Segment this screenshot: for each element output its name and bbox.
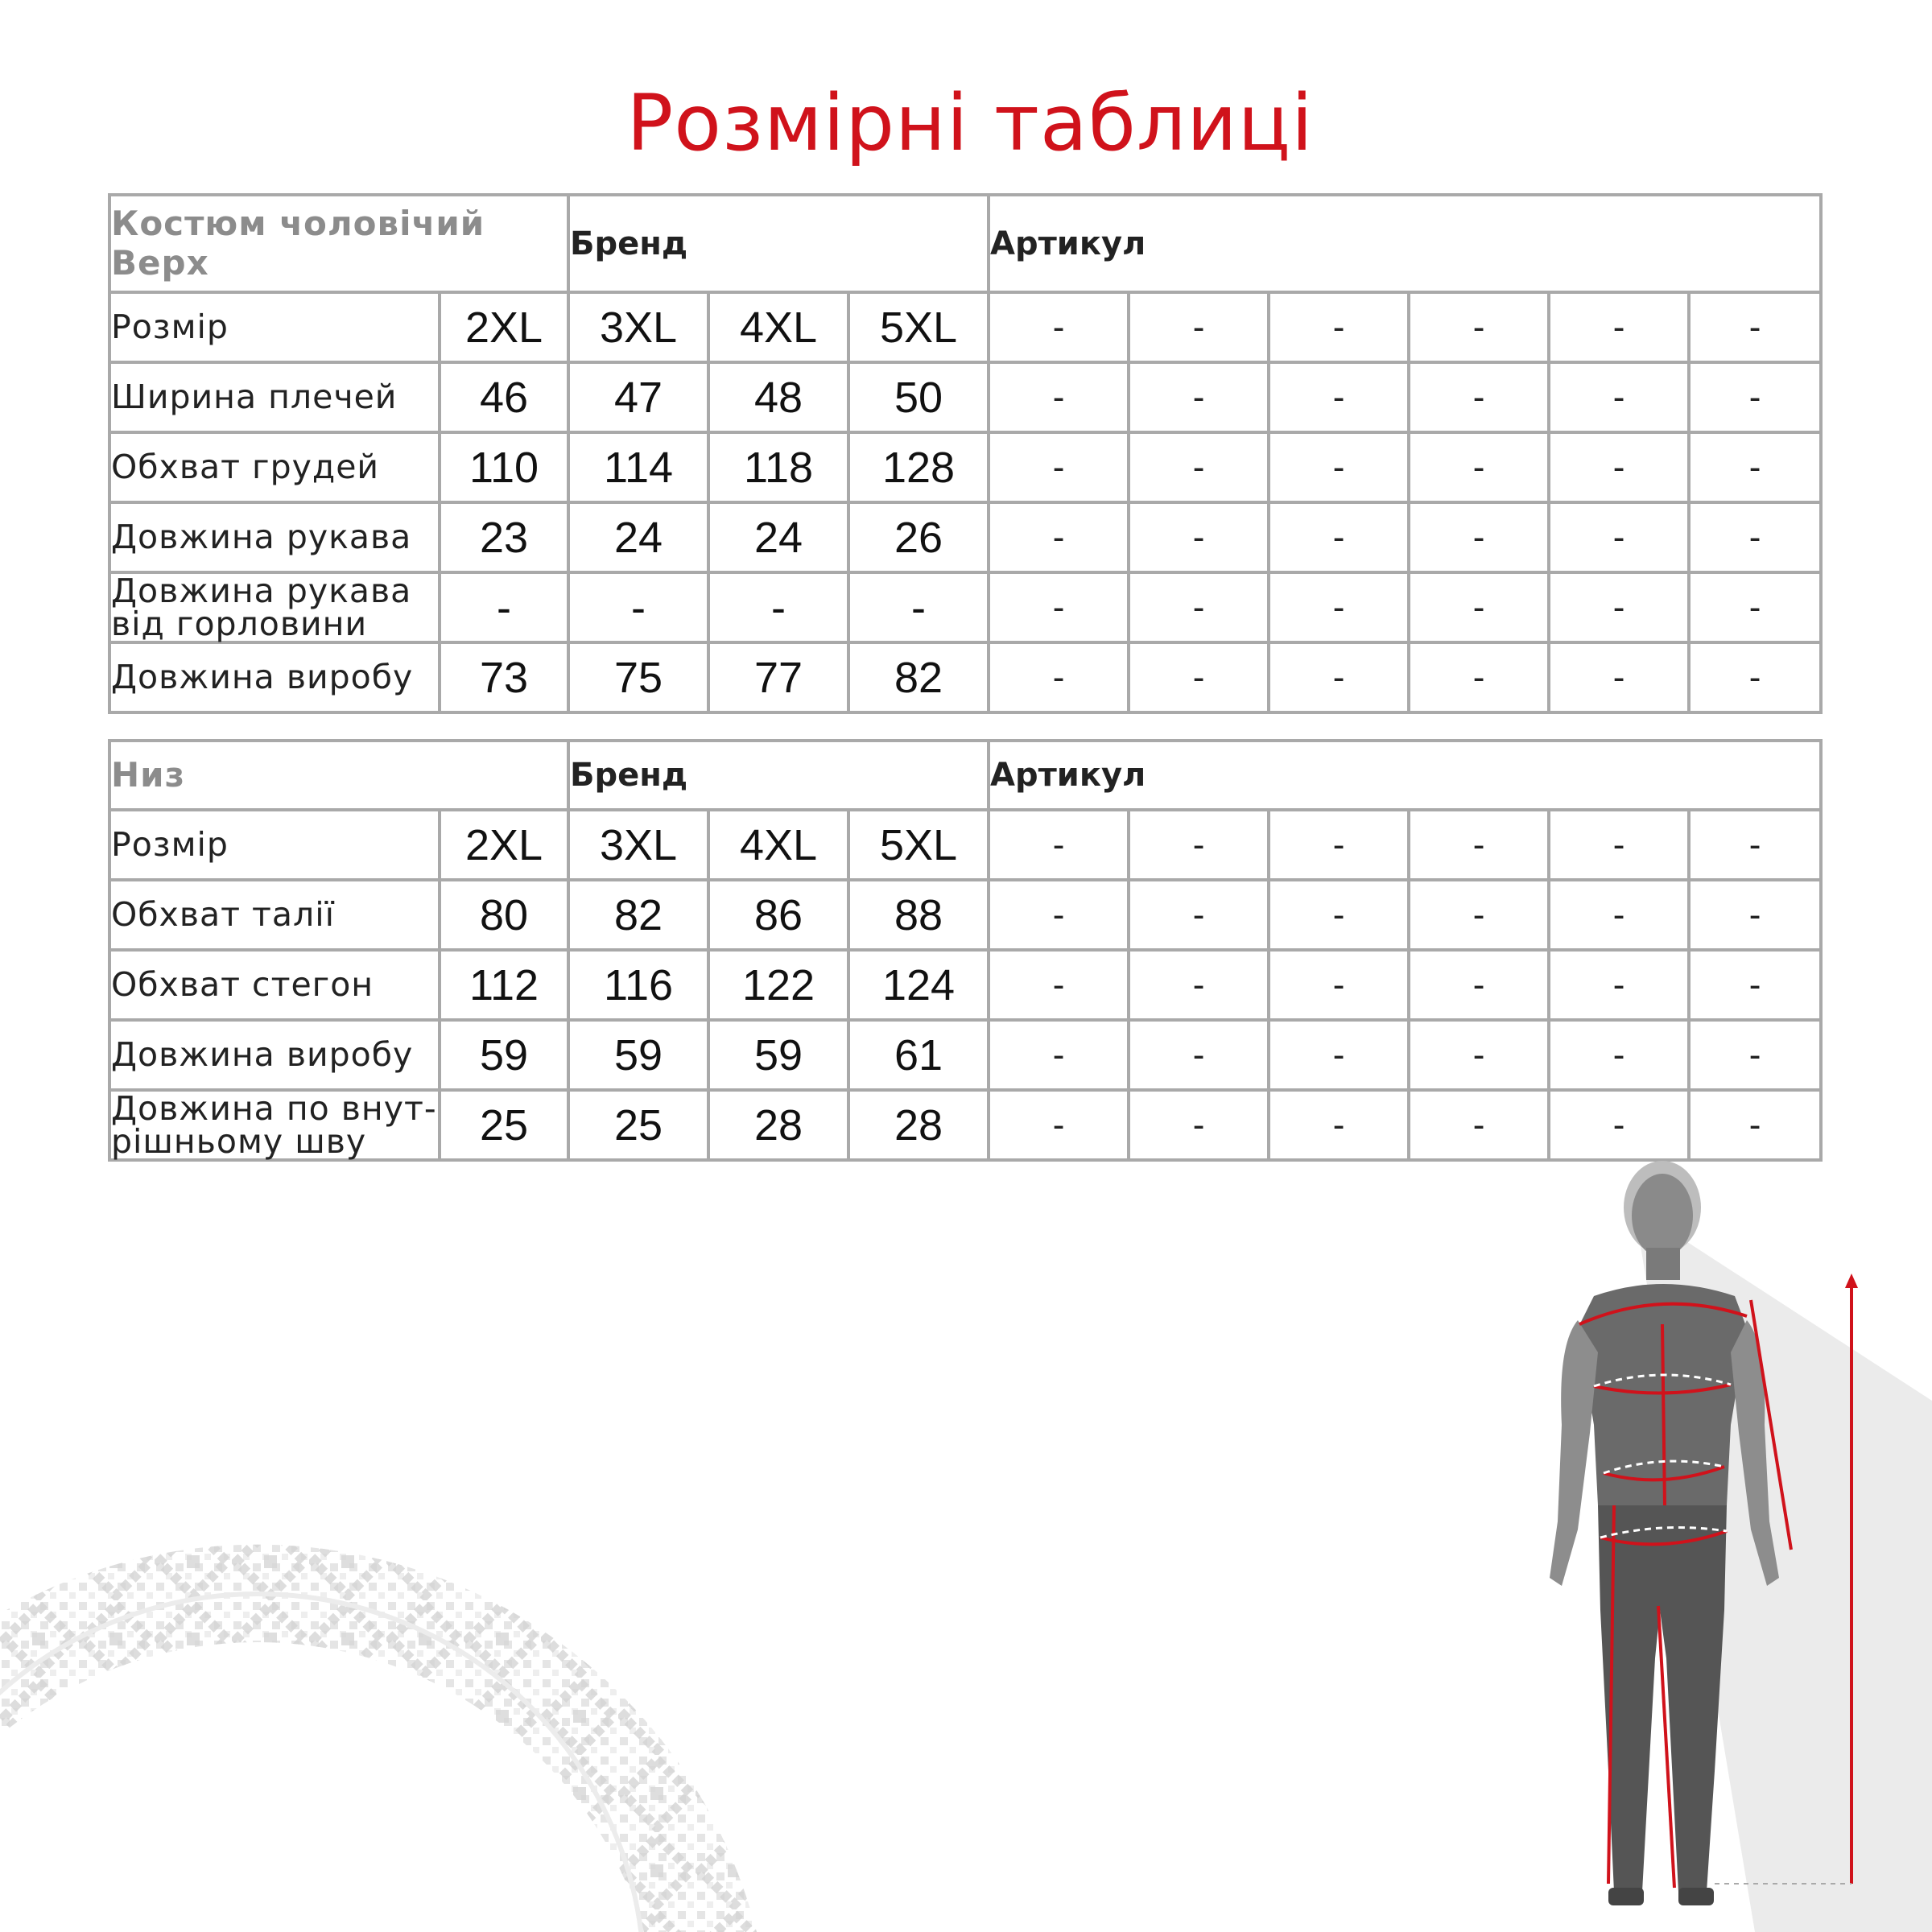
empty-cell: -	[1129, 950, 1269, 1020]
empty-cell: -	[1269, 292, 1409, 362]
size-value-cell: 59	[568, 1020, 708, 1090]
empty-cell: -	[1409, 1090, 1549, 1160]
empty-cell: -	[1549, 362, 1689, 432]
page-title: Розмірні таблиці	[626, 78, 1314, 168]
bottom-size-table	[108, 739, 1823, 1162]
size-value-cell: 122	[708, 950, 848, 1020]
empty-cell: -	[1409, 642, 1549, 712]
empty-cell: -	[1689, 642, 1821, 712]
empty-cell: -	[989, 950, 1129, 1020]
size-value-cell: 4XL	[708, 292, 848, 362]
table-header-row	[109, 195, 1821, 292]
size-value-cell: 75	[568, 642, 708, 712]
empty-cell: -	[1409, 810, 1549, 880]
empty-cell: -	[1689, 292, 1821, 362]
bottom-table-body	[109, 810, 1821, 1160]
empty-cell: -	[1689, 362, 1821, 432]
size-value-cell: 61	[848, 1020, 989, 1090]
size-value-cell: 116	[568, 950, 708, 1020]
empty-cell: -	[1549, 810, 1689, 880]
size-value-cell: 28	[708, 1090, 848, 1160]
size-value-cell: 25	[568, 1090, 708, 1160]
size-value-cell: 24	[568, 502, 708, 572]
empty-cell: -	[989, 432, 1129, 502]
row-label: Ширина плечей	[109, 362, 440, 432]
size-value-cell: 73	[440, 642, 568, 712]
empty-cell: -	[1269, 810, 1409, 880]
category-cell: Низ	[109, 741, 568, 810]
empty-cell: -	[1269, 950, 1409, 1020]
size-value-cell: 118	[708, 432, 848, 502]
size-value-cell: 88	[848, 880, 989, 950]
empty-cell: -	[989, 572, 1129, 642]
row-label: Обхват талії	[109, 880, 440, 950]
row-label: Довжина рукава	[109, 502, 440, 572]
size-value-cell: 112	[440, 950, 568, 1020]
size-value-cell: -	[568, 572, 708, 642]
row-label: Розмір	[109, 810, 440, 880]
row-label: Довжина виробу	[109, 1020, 440, 1090]
table-header-row	[109, 741, 1821, 810]
empty-cell: -	[1549, 1020, 1689, 1090]
table-row	[109, 432, 1821, 502]
size-value-cell: 77	[708, 642, 848, 712]
ornament-pattern-icon	[0, 1368, 805, 1932]
size-value-cell: 82	[568, 880, 708, 950]
empty-cell: -	[1269, 880, 1409, 950]
size-value-cell: 86	[708, 880, 848, 950]
empty-cell: -	[1689, 1090, 1821, 1160]
empty-cell: -	[1549, 292, 1689, 362]
size-value-cell: 128	[848, 432, 989, 502]
table-row	[109, 1090, 1821, 1160]
table-row	[109, 880, 1821, 950]
category-cell: Костюм чоловічий Верх	[109, 195, 568, 292]
empty-cell: -	[1689, 880, 1821, 950]
size-value-cell: 4XL	[708, 810, 848, 880]
empty-cell: -	[1549, 572, 1689, 642]
row-label: Обхват стегон	[109, 950, 440, 1020]
table-row	[109, 950, 1821, 1020]
size-value-cell: 47	[568, 362, 708, 432]
size-value-cell: -	[708, 572, 848, 642]
table-row	[109, 362, 1821, 432]
size-value-cell: 5XL	[848, 810, 989, 880]
table-row	[109, 810, 1821, 880]
row-label: Довжина рукава від горловини	[109, 572, 440, 642]
empty-cell: -	[989, 1090, 1129, 1160]
empty-cell: -	[989, 362, 1129, 432]
size-value-cell: 110	[440, 432, 568, 502]
empty-cell: -	[1409, 292, 1549, 362]
empty-cell: -	[1409, 502, 1549, 572]
empty-cell: -	[1129, 432, 1269, 502]
table-row	[109, 572, 1821, 642]
empty-cell: -	[989, 642, 1129, 712]
empty-cell: -	[1269, 502, 1409, 572]
empty-cell: -	[1409, 572, 1549, 642]
empty-cell: -	[1689, 502, 1821, 572]
empty-cell: -	[989, 810, 1129, 880]
empty-cell: -	[989, 1020, 1129, 1090]
empty-cell: -	[1689, 572, 1821, 642]
empty-cell: -	[1549, 502, 1689, 572]
empty-cell: -	[1409, 880, 1549, 950]
size-value-cell: -	[848, 572, 989, 642]
size-value-cell: 80	[440, 880, 568, 950]
size-value-cell: 3XL	[568, 292, 708, 362]
empty-cell: -	[1549, 950, 1689, 1020]
size-value-cell: 5XL	[848, 292, 989, 362]
empty-cell: -	[1689, 432, 1821, 502]
size-value-cell: 59	[708, 1020, 848, 1090]
empty-cell: -	[989, 502, 1129, 572]
table-row	[109, 642, 1821, 712]
row-label: Розмір	[109, 292, 440, 362]
empty-cell: -	[1129, 1020, 1269, 1090]
size-value-cell: 26	[848, 502, 989, 572]
empty-cell: -	[1409, 432, 1549, 502]
brand-label: Бренд	[568, 195, 989, 292]
brand-label: Бренд	[568, 741, 989, 810]
size-value-cell: 48	[708, 362, 848, 432]
size-value-cell: 25	[440, 1090, 568, 1160]
size-value-cell: 82	[848, 642, 989, 712]
size-value-cell: 2XL	[440, 292, 568, 362]
empty-cell: -	[1269, 432, 1409, 502]
article-label: Артикул	[989, 195, 1821, 292]
table-row	[109, 502, 1821, 572]
empty-cell: -	[1129, 880, 1269, 950]
empty-cell: -	[1409, 362, 1549, 432]
size-value-cell: 2XL	[440, 810, 568, 880]
size-value-cell: 28	[848, 1090, 989, 1160]
top-table-body	[109, 292, 1821, 712]
table-row	[109, 292, 1821, 362]
empty-cell: -	[1549, 642, 1689, 712]
empty-cell: -	[1689, 950, 1821, 1020]
empty-cell: -	[1549, 1090, 1689, 1160]
empty-cell: -	[1549, 880, 1689, 950]
size-value-cell: 124	[848, 950, 989, 1020]
empty-cell: -	[1549, 432, 1689, 502]
size-value-cell: 59	[440, 1020, 568, 1090]
empty-cell: -	[1269, 642, 1409, 712]
size-value-cell: 46	[440, 362, 568, 432]
empty-cell: -	[1409, 1020, 1549, 1090]
empty-cell: -	[1129, 572, 1269, 642]
table-row	[109, 1020, 1821, 1090]
empty-cell: -	[1689, 1020, 1821, 1090]
empty-cell: -	[1409, 950, 1549, 1020]
empty-cell: -	[989, 292, 1129, 362]
body-measurement-figure-icon	[1513, 1159, 1932, 1932]
empty-cell: -	[1129, 1090, 1269, 1160]
size-value-cell: 114	[568, 432, 708, 502]
size-value-cell: 50	[848, 362, 989, 432]
size-value-cell: 24	[708, 502, 848, 572]
size-value-cell: 3XL	[568, 810, 708, 880]
row-label: Обхват грудей	[109, 432, 440, 502]
empty-cell: -	[1129, 292, 1269, 362]
empty-cell: -	[1269, 572, 1409, 642]
empty-cell: -	[1269, 1020, 1409, 1090]
empty-cell: -	[1129, 362, 1269, 432]
size-value-cell: 23	[440, 502, 568, 572]
empty-cell: -	[1129, 642, 1269, 712]
empty-cell: -	[989, 880, 1129, 950]
empty-cell: -	[1129, 810, 1269, 880]
row-label: Довжина виробу	[109, 642, 440, 712]
empty-cell: -	[1269, 1090, 1409, 1160]
row-label: Довжина по внут-рішньому шву	[109, 1090, 440, 1160]
empty-cell: -	[1269, 362, 1409, 432]
top-size-table	[108, 193, 1823, 714]
size-value-cell: -	[440, 572, 568, 642]
empty-cell: -	[1689, 810, 1821, 880]
empty-cell: -	[1129, 502, 1269, 572]
article-label: Артикул	[989, 741, 1821, 810]
